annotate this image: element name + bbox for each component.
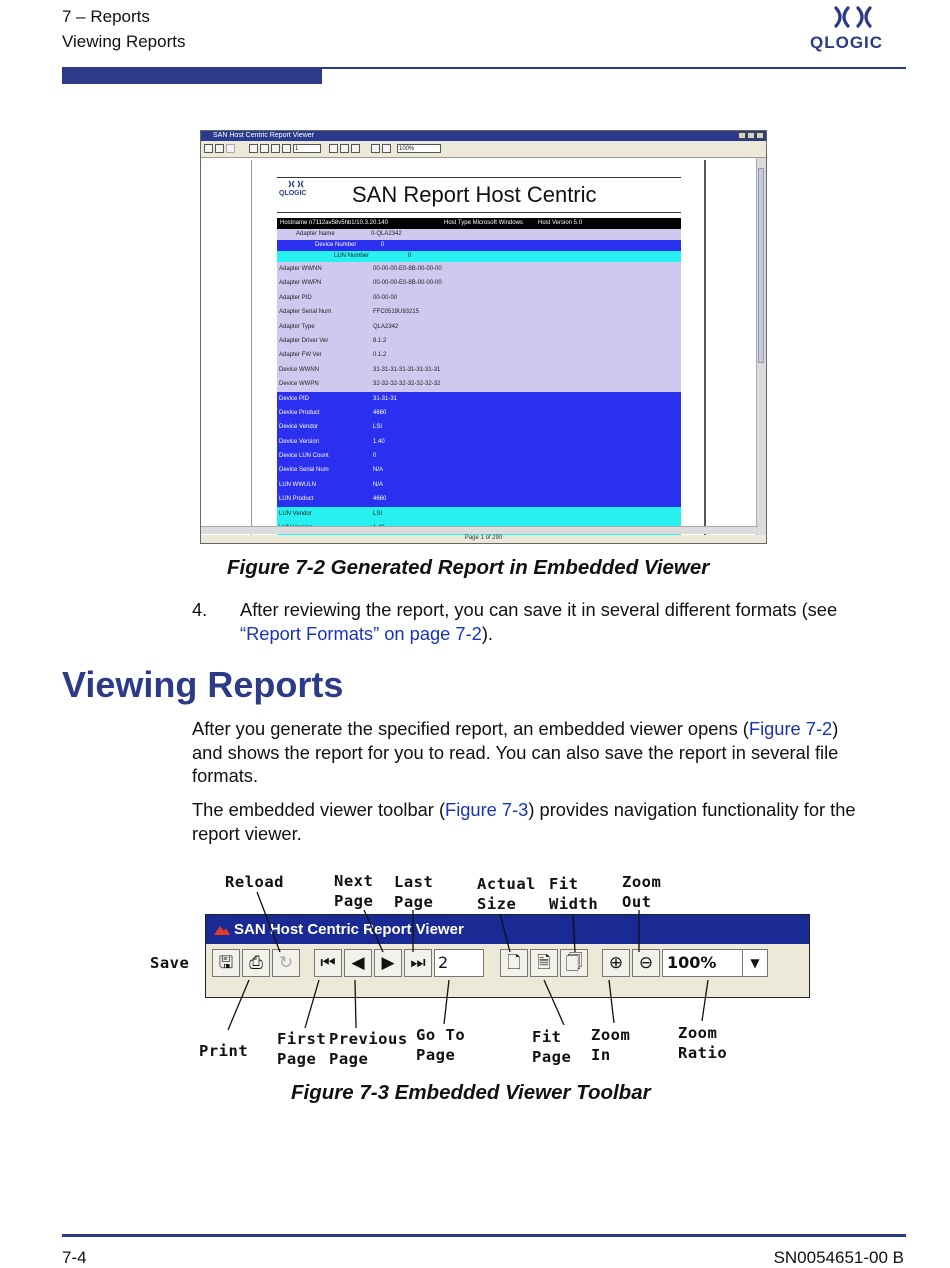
report-row-value: 0.1.2 [373, 352, 387, 359]
document-id: SN0054651-00 B [773, 1248, 904, 1267]
callout-zoom-in [609, 980, 614, 1023]
report-row-key: Device WWPN [279, 381, 319, 388]
label-print: Print [199, 1042, 249, 1060]
page-number: 7-4 [62, 1248, 87, 1267]
report-row-key: Adapter Serial Num [279, 309, 332, 316]
chevron-down-icon[interactable]: ▼ [742, 950, 767, 976]
toolbar-figure [143, 868, 823, 1073]
adapter-rows [277, 262, 681, 392]
zoom-select[interactable]: 100% [397, 144, 441, 153]
report-table [277, 218, 681, 535]
zoom-out-icon: ⊖ [638, 953, 654, 973]
report-row [277, 262, 681, 276]
report-row-key: Adapter Type [279, 323, 315, 330]
p1-text-b: ) [832, 718, 839, 739]
report-top-rule [277, 177, 681, 178]
report-row [277, 377, 681, 391]
fit-width-icon: 🗍 [565, 953, 583, 973]
callout-fit-width [573, 914, 575, 952]
report-logo [279, 180, 307, 197]
report-row-key: Device Serial Num [279, 467, 329, 474]
zoom-in-icon[interactable] [371, 144, 380, 153]
report-row-key: Device LUN Count [279, 453, 329, 460]
report-row-key: Adapter WWPN [279, 280, 322, 287]
zoom-ratio-value: 100% [667, 953, 717, 972]
report-row-key: Device Product [279, 409, 320, 416]
report-row-value: FFC0519U93215 [373, 309, 420, 316]
first-page-icon[interactable] [249, 144, 258, 153]
save-icon: 🖫 [218, 953, 234, 973]
label-fit-page: Fit Page [532, 1028, 572, 1066]
p1-text-a: After you generate the specified report, an embedded viewer opens ( [192, 718, 749, 739]
fit-page-icon: 🗎 [537, 953, 551, 973]
adapter-name-label: Adapter Name [296, 231, 335, 237]
report-row-value: LSI [373, 510, 383, 517]
report-row-value: N/A [373, 467, 384, 474]
fit-width-icon[interactable] [351, 144, 360, 153]
report-row [277, 291, 681, 305]
fit-page-icon[interactable] [340, 144, 349, 153]
report-row-key: Adapter PID [279, 294, 312, 301]
report-row-value: 31-31-31-31-31-31-31-31 [373, 366, 441, 373]
report-row [277, 406, 681, 420]
adapter-name-row [277, 229, 681, 240]
qlogic-logo-mark-icon [808, 2, 903, 34]
paragraph-1 [192, 717, 912, 788]
report-row [277, 478, 681, 492]
report-row [277, 492, 681, 506]
label-save: Save [150, 954, 190, 972]
report-title: SAN Report Host Centric [352, 182, 597, 207]
report-row [277, 435, 681, 449]
figure-7-3-link[interactable]: Figure 7-3 [445, 799, 529, 820]
report-row [277, 420, 681, 434]
label-zoom-in: Zoom In [591, 1026, 631, 1064]
report-row [277, 334, 681, 348]
figure-7-2-caption: Figure 7-2 Generated Report in Embedded Viewer [227, 556, 710, 579]
report-row-key: Adapter Driver Ver [279, 337, 329, 344]
next-page-icon[interactable] [271, 144, 280, 153]
step-4-text-main: After reviewing the report, you can save it in several different formats (see [240, 599, 838, 620]
figure-7-3-caption: Figure 7-3 Embedded Viewer Toolbar [291, 1081, 651, 1104]
callout-actual-size [500, 914, 510, 952]
report-row-value: 8.1.2 [373, 337, 387, 344]
last-page-icon: ⏭ [410, 953, 426, 973]
report-viewport [201, 158, 756, 535]
zoom-in-icon: ⊕ [608, 953, 624, 973]
report-row-value: 00-00-00 [373, 294, 398, 301]
report-page [251, 160, 704, 535]
report-viewer-window [200, 130, 767, 544]
step-4-text [240, 598, 910, 645]
reload-icon: ↻ [278, 953, 294, 973]
p2-text-a: The embedded viewer toolbar ( [192, 799, 446, 820]
device-rows [277, 392, 681, 507]
zoom-out-icon[interactable] [382, 144, 391, 153]
section-title: Viewing Reports [62, 32, 186, 51]
label-actual-size: Actual Size [477, 875, 536, 913]
maximize-icon[interactable] [747, 132, 755, 139]
report-row-value: 00-00-00-E0-8B-00-00-00 [373, 280, 442, 287]
report-row [277, 463, 681, 477]
device-number-value: 0 [381, 242, 385, 248]
report-row-value: N/A [373, 481, 384, 488]
label-fit-width: Fit Width [549, 875, 599, 913]
qlogic-logo [808, 2, 903, 58]
report-row-key: LUN Vendor [279, 510, 312, 517]
report-row-value: 1.40 [373, 438, 385, 445]
report-row-key: Device Version [279, 438, 320, 445]
horizontal-scrollbar[interactable] [201, 526, 758, 534]
label-go-to-page: Go To Page [416, 1026, 466, 1064]
device-number-row [277, 240, 681, 251]
label-first-page: First Page [277, 1030, 327, 1068]
minimize-icon[interactable] [738, 132, 746, 139]
report-row-key: LUN WWULN [279, 481, 316, 488]
callout-next-page [364, 910, 383, 952]
lun-number-value: 0 [408, 253, 412, 259]
paragraph-2 [192, 798, 912, 845]
report-row-value: 4660 [373, 496, 387, 503]
actual-size-icon: 🗋 [507, 953, 521, 973]
actual-size-icon[interactable] [329, 144, 338, 153]
report-row [277, 348, 681, 362]
report-row-value: 00-00-00-E0-8B-00-00-00 [373, 266, 442, 272]
report-logo-mark-icon [287, 180, 305, 188]
step-4-text-end: ). [481, 622, 493, 644]
report-row [277, 449, 681, 463]
device-number-label: Device Number [315, 242, 357, 248]
report-row [277, 392, 681, 406]
report-row [277, 507, 681, 521]
label-reload: Reload [225, 873, 284, 891]
step-number: 4. [192, 599, 208, 620]
report-row-value: 0 [373, 453, 377, 460]
report-viewer-toolbar [201, 141, 766, 158]
window-title: SAN Host Centric Report Viewer [213, 132, 315, 139]
report-title-rule [277, 212, 681, 213]
label-last-page: Last Page [394, 873, 434, 911]
report-formats-link[interactable]: “Report Formats” on page 7-2 [240, 622, 482, 644]
save-icon[interactable] [204, 144, 213, 153]
callout-zoom-ratio [702, 980, 708, 1021]
report-logo-text: QLOGIC [279, 190, 307, 197]
lun-number-label: LUN Number [334, 253, 370, 259]
p1-line-2: and shows the report for you to read. You can also save the report in several file [192, 741, 839, 763]
report-row-key: Device PID [279, 395, 310, 402]
report-row-value: QLA2342 [373, 323, 399, 330]
callout-fit-page [544, 980, 564, 1025]
report-row-key: LUN Product [279, 496, 314, 503]
callout-lines [143, 868, 823, 1073]
vertical-scrollbar[interactable] [756, 158, 766, 535]
label-zoom-out: Zoom Out [622, 873, 662, 911]
host-version: Host Version 5.0 [538, 220, 583, 226]
vertical-scroll-thumb[interactable] [758, 168, 764, 363]
callout-previous-page [355, 980, 356, 1028]
label-next-page: Next Page [334, 872, 374, 910]
p1-line-3: formats. [192, 765, 259, 786]
label-zoom-ratio: Zoom Ratio [678, 1024, 728, 1062]
figure-7-2-link[interactable]: Figure 7-2 [748, 718, 833, 739]
report-viewer-titlebar [201, 131, 766, 141]
report-row-value: LSI [373, 424, 383, 431]
callout-print [228, 980, 249, 1030]
qlogic-logo-text: QLOGIC [810, 33, 884, 52]
p2-text-b: ) provides navigation functionality for the [528, 799, 856, 820]
report-row-key: Adapter WWNN [279, 266, 322, 272]
label-previous-page: Previous Page [329, 1030, 408, 1068]
footer-rule [62, 1234, 906, 1237]
report-row-key: Adapter FW Ver [279, 352, 322, 359]
callout-first-page [305, 980, 319, 1028]
header-bar [62, 69, 322, 84]
print-icon: ⎙ [249, 953, 263, 973]
print-icon[interactable] [215, 144, 224, 153]
report-row-value: 4660 [373, 409, 387, 416]
last-page-icon[interactable] [282, 144, 291, 153]
report-row-key: Device Vendor [279, 424, 319, 431]
close-icon[interactable] [756, 132, 764, 139]
report-row-value: 31-31-31 [373, 395, 398, 402]
report-row [277, 363, 681, 377]
report-row [277, 276, 681, 290]
next-page-icon: ▶ [381, 953, 395, 973]
page-status: Page 1 of 290 [464, 535, 503, 541]
callout-reload [257, 892, 280, 952]
lun-number-row [277, 251, 681, 262]
p2-line-2: report viewer. [192, 822, 302, 844]
callout-go-to-page [444, 980, 449, 1024]
go-to-page-input[interactable]: 2 [434, 949, 484, 977]
toolbar-window-title: SAN Host Centric Report Viewer [234, 921, 464, 938]
report-row-key: Device WWNN [279, 366, 319, 373]
section-heading: Viewing Reports [62, 664, 344, 705]
report-row [277, 305, 681, 319]
first-page-icon: ⏮ [320, 953, 336, 973]
hostname: Hostname n7112av58v5hb1/10.3.20.140 [280, 220, 388, 226]
report-row-value: 32-32-32-32-32-32-32-32 [373, 381, 441, 388]
report-header-row [277, 218, 681, 229]
chapter-title: 7 – Reports [62, 7, 150, 26]
report-row [277, 320, 681, 334]
previous-page-icon[interactable] [260, 144, 269, 153]
adapter-name-value: 0-QLA2342 [371, 231, 402, 237]
previous-page-icon: ◀ [351, 953, 365, 973]
page-input[interactable]: 1 [293, 144, 321, 153]
host-type: Host Type Microsoft Windows [444, 220, 523, 226]
reload-icon[interactable] [226, 144, 235, 153]
